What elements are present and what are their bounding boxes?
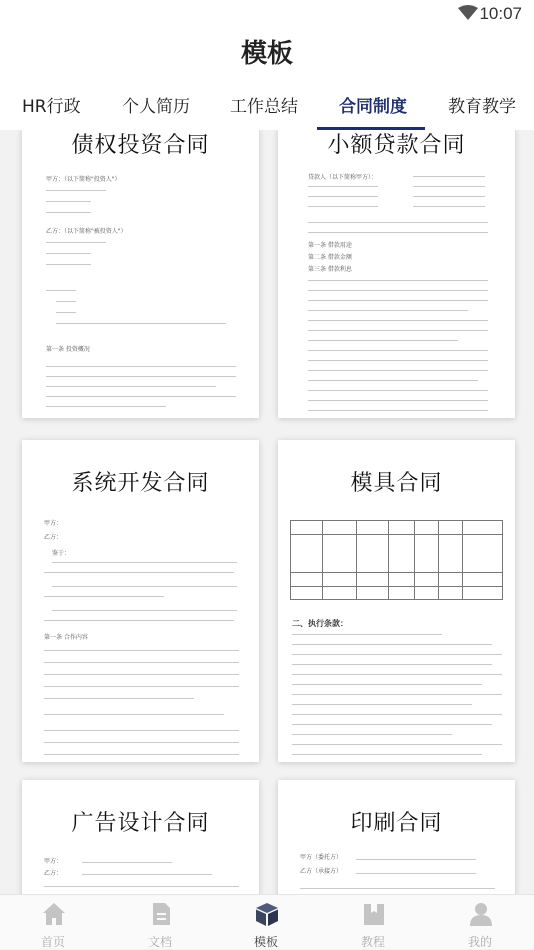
preview-text: 乙方： bbox=[44, 870, 63, 877]
template-cube-icon bbox=[254, 901, 280, 927]
tab-hr-admin[interactable]: HR行政 bbox=[22, 97, 81, 117]
template-title: 系统开发合同 bbox=[71, 471, 210, 496]
tab-education[interactable]: 教育教学 bbox=[448, 97, 516, 117]
preview-text: 乙方（承接方） bbox=[300, 868, 343, 875]
preview-text: 甲方： bbox=[44, 520, 63, 527]
preview-text: 第二条 借款金额 bbox=[308, 254, 352, 261]
preview-text: 甲方： bbox=[44, 858, 63, 865]
template-card[interactable] bbox=[278, 780, 515, 894]
preview-text: 第三条 借款利息 bbox=[308, 266, 352, 273]
preview-text: 第一条 借款用途 bbox=[308, 242, 352, 249]
page-header bbox=[0, 28, 534, 80]
template-card[interactable] bbox=[22, 130, 259, 418]
nav-profile[interactable] bbox=[427, 895, 533, 950]
nav-templates[interactable] bbox=[213, 895, 319, 950]
nav-home[interactable] bbox=[0, 895, 106, 950]
nav-label: 模板 bbox=[253, 935, 278, 949]
nav-label: 教程 bbox=[360, 935, 385, 949]
template-grid bbox=[0, 130, 534, 894]
template-title: 债权投资合同 bbox=[71, 133, 210, 158]
status-bar bbox=[0, 0, 534, 28]
template-card[interactable] bbox=[22, 780, 259, 894]
preview-text: 甲方：（以下简称"投资人"） bbox=[46, 176, 121, 183]
nav-label: 文档 bbox=[147, 935, 172, 949]
template-title: 小额贷款合同 bbox=[327, 133, 466, 158]
home-icon bbox=[41, 901, 67, 927]
nav-label: 首页 bbox=[40, 935, 65, 949]
preview-text: 第一条 投资概况 bbox=[46, 346, 90, 353]
bottom-navigation bbox=[0, 894, 534, 949]
nav-documents[interactable] bbox=[107, 895, 213, 950]
preview-text: 第一条 合作内容 bbox=[44, 634, 88, 641]
preview-text: 甲方（委托方） bbox=[300, 854, 343, 861]
status-time: 10:07 bbox=[479, 4, 522, 23]
page-title: 模板 bbox=[240, 39, 293, 69]
wifi-icon bbox=[458, 5, 478, 21]
tab-resume[interactable]: 个人简历 bbox=[122, 97, 190, 117]
template-title: 印刷合同 bbox=[350, 811, 443, 836]
tutorial-book-icon bbox=[361, 901, 387, 927]
preview-text: 乙方：（以下简称"被投资人"） bbox=[46, 228, 127, 235]
template-title: 模具合同 bbox=[350, 471, 443, 496]
preview-text: 鉴于： bbox=[52, 550, 71, 557]
preview-text: 乙方： bbox=[44, 534, 63, 541]
profile-icon bbox=[468, 901, 494, 927]
nav-tutorials[interactable] bbox=[320, 895, 426, 950]
preview-text: 贷款人（以下简称甲方）： bbox=[308, 174, 378, 181]
template-card[interactable] bbox=[278, 440, 515, 762]
tab-contracts[interactable]: 合同制度 bbox=[339, 97, 407, 117]
nav-label: 我的 bbox=[467, 935, 492, 949]
document-icon bbox=[148, 901, 174, 927]
template-title: 广告设计合同 bbox=[71, 811, 210, 836]
tab-work-summary[interactable]: 工作总结 bbox=[230, 97, 298, 117]
category-tabs bbox=[0, 80, 534, 130]
template-card[interactable] bbox=[22, 440, 259, 762]
preview-text: 二、执行条款： bbox=[292, 619, 348, 628]
template-card[interactable] bbox=[278, 130, 515, 418]
